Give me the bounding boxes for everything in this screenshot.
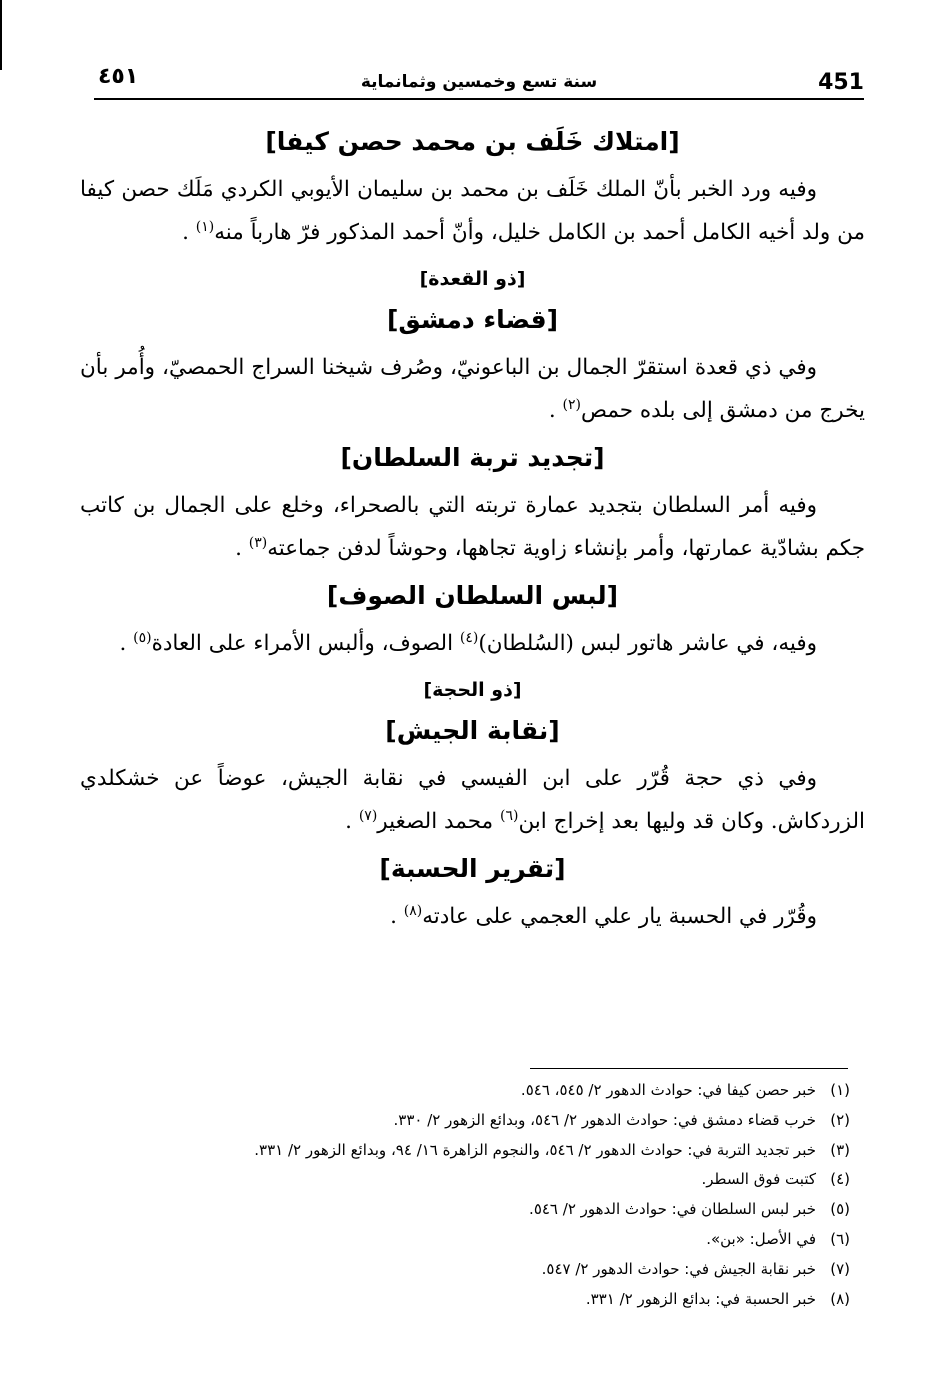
paragraph-text: وفيه أمر السلطان بتجديد عمارة تربته التي بالصحراء، وخلع على الجمال بن كاتب جكم بشادّية عمارتها، وأمر بإنشاء زاوية تجاهها، وحوشاً لدفن جماعته [80,493,865,561]
paragraph [80,484,865,570]
page-header [94,62,864,98]
paragraph-text: وفي ذي قعدة استقرّ الجمال بن الباعونيّ، وصُرف شيخنا السراج الحمصيّ، وأُمر بأن يخرج من دمشق إلى بلده حمص [80,355,865,423]
paragraph-text: محمد الصغير [377,809,500,834]
footnote-text: في الأصل: «بن». [706,1229,816,1248]
footnote-item [84,1165,850,1195]
header-rule [94,98,864,100]
paragraph-text: وفي ذي حجة قُرّر على ابن الفيسي في نقابة الجيش، عوضاً عن خشكلدي الزردكاش. وكان قد وليها بعد إخراج ابن [80,766,865,834]
footnote-number: (٦) [830,1229,850,1248]
month-heading: [ذو الحجة] [423,679,522,701]
page-number-arabic: ٤٥١ [98,64,139,89]
paragraph-text: وقُرّر في الحسبة يار علي العجمي على عادته [422,904,817,929]
footnote-ref: (٤) [459,629,479,646]
section-heading: [لبس السلطان الصوف] [326,581,619,610]
footnote-number: (٤) [830,1170,850,1189]
footnote-ref: (١) [195,218,215,235]
paragraph-end: . [390,904,404,929]
footnote-item [84,1225,850,1255]
main-text [80,118,865,944]
paragraph [80,895,865,938]
section-heading: [نقابة الجيش] [385,716,560,745]
paragraph-text: الصوف، وألبس الأمراء على العادة [151,631,460,656]
paragraph-end: . [345,809,359,834]
paragraph-end: . [182,220,196,245]
paragraph-end: . [235,536,249,561]
footnote-number: (٢) [830,1110,850,1129]
paragraph [80,757,865,843]
footnote-ref: (٦) [499,807,519,824]
running-title: سنة تسع وخمسين وثمانماية [360,72,598,92]
page-edge-mark [0,0,2,70]
footnote-item [84,1136,850,1166]
month-heading: [ذو القعدة] [419,268,526,290]
footnotes [84,1076,850,1314]
section-heading: [قضاء دمشق] [386,305,558,334]
footnote-ref: (٨) [403,902,423,919]
paragraph [80,168,865,254]
paragraph-end: . [119,631,134,656]
section-heading: [تقرير الحسبة] [379,854,566,883]
footnote-text: خبر نقابة الجيش في: حوادث الدهور ٢/ ٥٤٧. [541,1259,816,1278]
footnote-text: خرب قضاء دمشق في: حوادث الدهور ٢/ ٥٤٦، وبدائع الزهور ٢/ ٣٣٠. [393,1110,816,1129]
footnote-ref: (٢) [562,396,581,413]
footnote-text: خبر لبس السلطان في: حوادث الدهور ٢/ ٥٤٦. [529,1200,816,1219]
footnote-number: (٨) [830,1289,850,1308]
paragraph [80,622,865,665]
footnote-ref: (٥) [133,629,152,646]
footnote-item [84,1106,850,1136]
footnote-text: خبر تجديد التربة في: حوادث الدهور ٢/ ٥٤٦، والنجوم الزاهرة ١٦/ ٩٤، وبدائع الزهور ٢/ ٣٣١. [254,1140,816,1159]
footnote-number: (١) [830,1081,850,1099]
footnote-item [84,1255,850,1285]
paragraph [80,346,865,432]
paragraph-text: وفيه، في عاشر هاتور لبس (السُلطان) [478,631,817,656]
footnote-item [84,1285,850,1315]
footnote-rule [530,1068,848,1069]
footnote-text: خبر الحسبة في: بدائع الزهور ٢/ ٣٣١. [585,1289,816,1308]
footnote-number: (٥) [830,1200,850,1219]
paragraph-end: . [548,398,563,423]
footnote-ref: (٣) [248,534,268,551]
footnote-ref: (٧) [358,807,378,824]
footnote-text: كتبت فوق السطر. [701,1170,816,1189]
section-heading: [امتلاك خَلَف بن محمد حصن كيفا] [265,127,680,156]
footnote-number: (٣) [830,1140,850,1159]
page-number-latin: 451 [818,70,864,95]
paragraph-text: وفيه ورد الخبر بأنّ الملك خَلَف بن محمد بن سليمان الأيوبي الكردي مَلَك حصن كيفا من ولد أخيه الكامل أحمد بن الكامل خليل، وأنّ أحمد المذكور فرّ هارباً منه [80,177,865,245]
footnote-item [84,1076,850,1106]
footnote-text: خبر حصن كيفا في: حوادث الدهور ٢/ ٥٤٥، ٥٤٦. [520,1081,816,1099]
footnote-item [84,1195,850,1225]
footnote-number: (٧) [830,1259,850,1278]
section-heading: [تجديد تربة السلطان] [340,443,605,472]
